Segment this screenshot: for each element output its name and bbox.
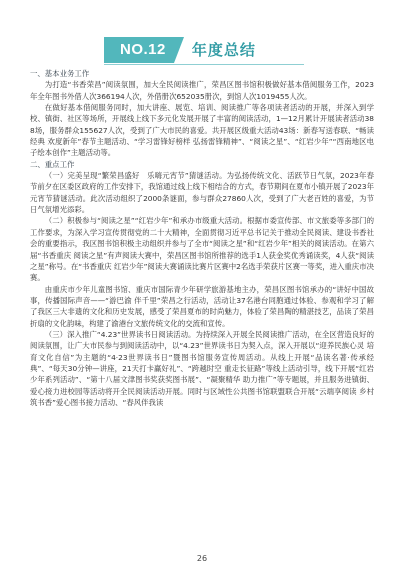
paragraph-lantern-riddles: （一）完美呈现“繁荣昌盛好 乐嗨元宵节”猜谜活动。为弘扬传统文化、活跃节日气氛，2023年春节前夕在区委区政府的工作安排下，我馆通过线上线下相结合的方式，春节期间在夏布小镇开展了2023年元宵节猜谜活动。此次活动组织了2000条谜面，参与群众27860人次，受到了广大老百姓的喜爱，为节日气氛增光添彩。 — [30, 171, 375, 215]
section-heading-basic-work: 一、基本业务工作 — [30, 69, 90, 78]
paragraph-reading-star: （二）积极参与“阅读之星”“红岩少年”和承办市级重大活动。根据市委宣传部、市文旅委等多部门的工作要求，为深入学习宣传贯彻党的二十大精神，全面贯彻习近平总书记关于推动全民阅读、建设书香社会的重要指示，我区图书馆积极主动组织并参与了全市“阅读之星”和“红岩少年”相关的阅读活动。在第六届“书香重庆 阅读之星”有声阅读大赛中，荣昌区图书馆所推荐的选手1人获金奖优秀诵读奖，4人获“阅读之星”称号。在“书香重庆 红岩少年”阅读大赛诵读比赛片区赛中2名选手荣获片区赛一等奖，进入重庆市决赛。 — [30, 216, 374, 283]
page-title: 年度总结 — [191, 41, 256, 59]
paragraph-reader-activities: 在做好基本借阅服务同时，加大讲座、展览、培训、阅读推广等各项读者活动的开展，并深入到学校、镇街、社区等场所，开展线上线下多元化发展开展了丰富的阅读活动，1—12月累计开展读者活动388场，服务群众155627人次，受到了广大市民的喜爱。共开展区级重大活动43场：新春写送春联、“畅读经典 欢度新年”春节主题活动、“学习雷锋好榜样 弘扬雷锋精神”、“阅读之星”、“红岩少年”“西南地区电子绘本创作”主题活动等。 — [30, 103, 374, 158]
section-number-badge: NO.12 — [104, 37, 174, 63]
paragraph-lending-stats: 为打造“书香荣昌”阅读氛围，加大全民阅读推广，荣昌区图书馆积极做好基本借阅服务工作，2023年全年图书外借人次366194人次，外借册次652035册次，到馆人次1019455人次。 — [30, 80, 374, 101]
paragraph-world-book-day: （三）深入推广“4.23”世界读书日阅读活动。为持续深入开展全民阅读推广活动，在全区营造良好的阅读氛围，让广大市民参与到阅读活动中，以“4.23”世界读书日为契入点，深入开展以“迎养民族心灵 培育文化自信”为主题的“4·23世界读书日”暨图书馆服务宣传周活动。从线上开展“品读名著·传承经典”、“每天30分钟—讲座，21天打卡赢好礼”、“跨越时空 重走长征路”等线上活动引导，线下开展“红岩少年系列活动”、“第十八届文津图书奖获奖图书展”、“凝聚精华 助力推广”等专题展，并且服务进镇街、爱心接力进校园等活动将开全民阅读活动开展。同时与区域性公共图书馆联盟联合开展“云端享阅读 乡村筑书香”爱心图书接力活动、“春风伴我读 — [30, 329, 374, 407]
report-body — [30, 68, 374, 408]
section-heading-key-work: 二、重点工作 — [30, 159, 75, 169]
paragraph-hk-tw-exchange: 由重庆市少年儿童图书馆、重庆市国际青少年研学旅游基地主办，荣昌区图书馆承办的“讲好中国故事，传播国际声音——“游巴渝 伴千里”荣昌之行活动，活动让37名港台同胞通过体验、参观和学习了解了我区三大非遗的文化和历史发展，感受了荣昌夏布的时尚魅力，体验了荣昌陶的精湛技艺，品读了荣昌折扇的文化韵味，构建了渝港台文旅传统文化的交流和宣传。 — [30, 284, 374, 328]
header-divider — [104, 64, 304, 65]
section-header — [104, 37, 256, 63]
page-number: 26 — [196, 554, 208, 563]
badge-notch — [174, 37, 184, 63]
